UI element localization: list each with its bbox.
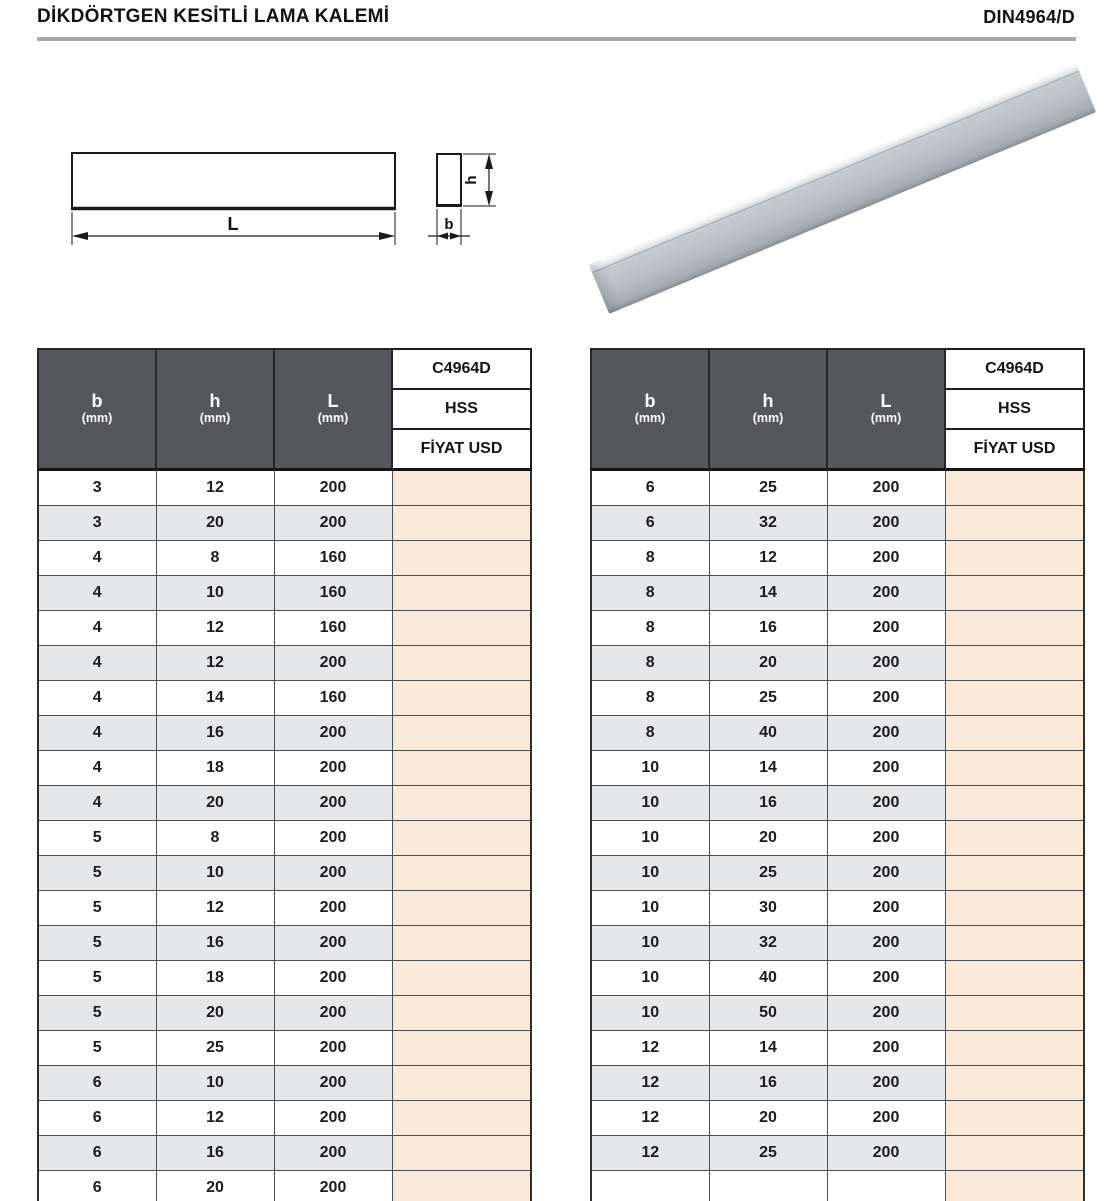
price-cell xyxy=(945,646,1084,681)
b-cell: 5 xyxy=(38,926,156,961)
table-row xyxy=(38,1031,531,1066)
table-row xyxy=(591,961,1084,996)
price-cell xyxy=(392,786,531,821)
price-cell xyxy=(392,541,531,576)
price-cell xyxy=(392,926,531,961)
price-cell xyxy=(392,996,531,1031)
price-cell xyxy=(945,996,1084,1031)
col-header-l-label: L xyxy=(327,390,339,411)
l-cell: 200 xyxy=(827,821,945,856)
h-cell: 14 xyxy=(709,751,827,786)
h-cell: 18 xyxy=(156,961,274,996)
table-row xyxy=(591,506,1084,541)
l-cell: 200 xyxy=(827,681,945,716)
l-cell xyxy=(827,1171,945,1201)
l-cell: 200 xyxy=(827,856,945,891)
price-cell xyxy=(945,751,1084,786)
l-cell: 200 xyxy=(274,821,392,856)
price-cell xyxy=(392,961,531,996)
price-cell xyxy=(945,856,1084,891)
table-row xyxy=(591,541,1084,576)
table-row xyxy=(591,1101,1084,1136)
b-cell: 6 xyxy=(38,1066,156,1101)
col-header-b-unit: (mm) xyxy=(81,411,113,426)
l-cell: 200 xyxy=(827,646,945,681)
table-row xyxy=(591,1066,1084,1101)
table-row xyxy=(38,646,531,681)
l-cell: 200 xyxy=(274,1066,392,1101)
col-header-l-label: L xyxy=(880,390,892,411)
price-cell xyxy=(945,1066,1084,1101)
h-cell: 16 xyxy=(156,716,274,751)
price-cell xyxy=(945,470,1084,506)
h-cell: 12 xyxy=(156,1101,274,1136)
price-cell xyxy=(945,506,1084,541)
l-cell: 200 xyxy=(274,1171,392,1201)
col-header-h xyxy=(156,349,274,470)
page-title: DİKDÖRTGEN KESİTLİ LAMA KALEMİ xyxy=(37,6,390,27)
h-cell: 12 xyxy=(156,470,274,506)
col-header-b xyxy=(591,349,709,470)
b-cell: 4 xyxy=(38,541,156,576)
price-cell xyxy=(392,716,531,751)
price-cell xyxy=(392,1171,531,1201)
b-cell: 8 xyxy=(591,716,709,751)
price-cell xyxy=(945,1136,1084,1171)
h-cell: 40 xyxy=(709,961,827,996)
price-cell xyxy=(945,541,1084,576)
h-cell: 12 xyxy=(156,646,274,681)
col-header-l-unit: (mm) xyxy=(317,411,349,426)
h-cell: 30 xyxy=(709,891,827,926)
l-cell: 200 xyxy=(827,576,945,611)
price-cell xyxy=(945,611,1084,646)
b-cell: 10 xyxy=(591,996,709,1031)
table-row xyxy=(591,681,1084,716)
l-cell: 200 xyxy=(274,646,392,681)
b-cell: 5 xyxy=(38,821,156,856)
l-cell: 160 xyxy=(274,541,392,576)
price-cell xyxy=(392,891,531,926)
h-cell: 10 xyxy=(156,1066,274,1101)
h-cell: 25 xyxy=(709,470,827,506)
h-cell: 20 xyxy=(156,786,274,821)
table-row xyxy=(591,646,1084,681)
col-header-l-unit: (mm) xyxy=(870,411,902,426)
material-cell: HSS xyxy=(945,389,1084,429)
h-cell: 10 xyxy=(156,856,274,891)
l-cell: 200 xyxy=(827,751,945,786)
spec-table-right-wrap xyxy=(590,348,1085,1201)
height-dim-label: h xyxy=(463,175,480,185)
l-cell: 200 xyxy=(827,961,945,996)
l-cell: 200 xyxy=(274,926,392,961)
b-cell xyxy=(591,1171,709,1201)
h-cell: 10 xyxy=(156,576,274,611)
l-cell: 200 xyxy=(827,891,945,926)
l-cell: 200 xyxy=(827,926,945,961)
table-row xyxy=(591,1171,1084,1201)
lathe-tool-bar-image xyxy=(589,63,1096,314)
product-code-cell: C4964D xyxy=(945,349,1084,389)
price-cell xyxy=(392,1101,531,1136)
price-cell xyxy=(392,821,531,856)
h-cell: 14 xyxy=(156,681,274,716)
h-cell: 16 xyxy=(156,926,274,961)
col-header-b-label: b xyxy=(644,390,656,411)
table-row xyxy=(591,856,1084,891)
price-cell xyxy=(945,786,1084,821)
b-cell: 10 xyxy=(591,751,709,786)
price-cell xyxy=(392,470,531,506)
h-cell: 18 xyxy=(156,751,274,786)
price-cell xyxy=(392,506,531,541)
h-cell: 32 xyxy=(709,926,827,961)
table-row xyxy=(591,996,1084,1031)
price-cell xyxy=(945,1101,1084,1136)
col-header-b-label: b xyxy=(91,390,103,411)
l-cell: 160 xyxy=(274,681,392,716)
price-cell xyxy=(945,961,1084,996)
table-row xyxy=(38,716,531,751)
b-cell: 12 xyxy=(591,1031,709,1066)
cross-section-view xyxy=(428,154,496,245)
b-cell: 4 xyxy=(38,681,156,716)
h-cell: 20 xyxy=(709,821,827,856)
table-row xyxy=(38,506,531,541)
side-view xyxy=(71,153,396,245)
b-cell: 6 xyxy=(38,1136,156,1171)
price-cell xyxy=(392,611,531,646)
l-cell: 200 xyxy=(274,961,392,996)
table-row xyxy=(591,470,1084,506)
table-row xyxy=(591,821,1084,856)
l-cell: 160 xyxy=(274,576,392,611)
title-divider xyxy=(37,37,1076,41)
b-cell: 8 xyxy=(591,611,709,646)
b-cell: 10 xyxy=(591,856,709,891)
table-row xyxy=(38,856,531,891)
b-cell: 5 xyxy=(38,1031,156,1066)
table-row xyxy=(38,1171,531,1201)
b-cell: 4 xyxy=(38,716,156,751)
h-cell: 8 xyxy=(156,821,274,856)
col-header-l xyxy=(827,349,945,470)
col-header-h-unit: (mm) xyxy=(199,411,231,426)
price-cell xyxy=(945,1031,1084,1066)
table-row xyxy=(591,891,1084,926)
l-cell: 200 xyxy=(827,1031,945,1066)
price-cell xyxy=(945,576,1084,611)
h-cell: 16 xyxy=(156,1136,274,1171)
standard-code: DIN4964/D xyxy=(983,7,1075,27)
l-cell: 200 xyxy=(274,786,392,821)
price-cell xyxy=(945,681,1084,716)
l-cell: 200 xyxy=(827,716,945,751)
h-cell: 12 xyxy=(709,541,827,576)
h-cell: 25 xyxy=(709,856,827,891)
table-row xyxy=(38,576,531,611)
b-cell: 3 xyxy=(38,470,156,506)
h-cell: 20 xyxy=(156,1171,274,1201)
l-cell: 200 xyxy=(274,891,392,926)
b-cell: 3 xyxy=(38,506,156,541)
table-row xyxy=(591,576,1084,611)
price-cell xyxy=(392,681,531,716)
price-cell xyxy=(945,821,1084,856)
l-cell: 200 xyxy=(274,751,392,786)
b-cell: 6 xyxy=(38,1101,156,1136)
h-cell: 25 xyxy=(156,1031,274,1066)
h-cell: 20 xyxy=(156,996,274,1031)
b-cell: 6 xyxy=(591,506,709,541)
l-cell: 200 xyxy=(827,611,945,646)
h-cell: 25 xyxy=(709,681,827,716)
spec-table-left xyxy=(37,348,532,1201)
h-cell: 20 xyxy=(709,646,827,681)
table-row xyxy=(38,1066,531,1101)
h-cell: 20 xyxy=(709,1101,827,1136)
price-cell xyxy=(392,751,531,786)
table-row xyxy=(38,681,531,716)
h-cell: 16 xyxy=(709,786,827,821)
h-cell: 12 xyxy=(156,891,274,926)
table-row xyxy=(38,821,531,856)
table-row xyxy=(38,541,531,576)
b-cell: 5 xyxy=(38,996,156,1031)
table-row xyxy=(591,786,1084,821)
l-cell: 200 xyxy=(827,1136,945,1171)
l-cell: 200 xyxy=(827,541,945,576)
table-row xyxy=(591,611,1084,646)
col-header-l xyxy=(274,349,392,470)
table-row xyxy=(38,786,531,821)
price-cell xyxy=(392,1031,531,1066)
price-cell xyxy=(392,1066,531,1101)
b-cell: 10 xyxy=(591,891,709,926)
product-code-cell: C4964D xyxy=(392,349,531,389)
table-row xyxy=(38,926,531,961)
l-cell: 200 xyxy=(274,856,392,891)
table-row xyxy=(38,996,531,1031)
l-cell: 200 xyxy=(827,1066,945,1101)
table-row xyxy=(591,926,1084,961)
table-row xyxy=(38,1101,531,1136)
b-cell: 5 xyxy=(38,961,156,996)
b-cell: 4 xyxy=(38,611,156,646)
table-row xyxy=(38,891,531,926)
b-cell: 12 xyxy=(591,1066,709,1101)
price-cell xyxy=(392,576,531,611)
spec-table-left-wrap xyxy=(37,348,532,1201)
width-dim-label: b xyxy=(444,216,454,233)
table-row xyxy=(38,961,531,996)
b-cell: 6 xyxy=(38,1171,156,1201)
b-cell: 5 xyxy=(38,856,156,891)
price-label-cell: FİYAT USD xyxy=(392,429,531,470)
price-cell xyxy=(945,716,1084,751)
b-cell: 4 xyxy=(38,646,156,681)
l-cell: 160 xyxy=(274,611,392,646)
h-cell: 50 xyxy=(709,996,827,1031)
b-cell: 10 xyxy=(591,926,709,961)
price-label-cell: FİYAT USD xyxy=(945,429,1084,470)
b-cell: 6 xyxy=(591,470,709,506)
b-cell: 4 xyxy=(38,576,156,611)
b-cell: 4 xyxy=(38,751,156,786)
l-cell: 200 xyxy=(274,996,392,1031)
b-cell: 10 xyxy=(591,821,709,856)
h-cell: 32 xyxy=(709,506,827,541)
col-header-b-unit: (mm) xyxy=(634,411,666,426)
l-cell: 200 xyxy=(274,1031,392,1066)
l-cell: 200 xyxy=(274,1101,392,1136)
table-row xyxy=(38,751,531,786)
b-cell: 5 xyxy=(38,891,156,926)
price-cell xyxy=(945,926,1084,961)
table-row xyxy=(591,751,1084,786)
material-cell: HSS xyxy=(392,389,531,429)
h-cell: 25 xyxy=(709,1136,827,1171)
l-cell: 200 xyxy=(274,1136,392,1171)
b-cell: 8 xyxy=(591,541,709,576)
col-header-h-label: h xyxy=(762,390,774,411)
l-cell: 200 xyxy=(827,1101,945,1136)
h-cell: 16 xyxy=(709,1066,827,1101)
price-cell xyxy=(392,1136,531,1171)
b-cell: 8 xyxy=(591,646,709,681)
spec-table-right xyxy=(590,348,1085,1201)
col-header-h-label: h xyxy=(209,390,221,411)
price-cell xyxy=(945,891,1084,926)
l-cell: 200 xyxy=(827,506,945,541)
h-cell: 40 xyxy=(709,716,827,751)
h-cell: 14 xyxy=(709,1031,827,1066)
col-header-h xyxy=(709,349,827,470)
b-cell: 4 xyxy=(38,786,156,821)
table-row xyxy=(591,716,1084,751)
h-cell xyxy=(709,1171,827,1201)
table-row xyxy=(38,1136,531,1171)
b-cell: 10 xyxy=(591,961,709,996)
l-cell: 200 xyxy=(827,996,945,1031)
l-cell: 200 xyxy=(274,470,392,506)
product-photo xyxy=(585,63,1100,318)
b-cell: 8 xyxy=(591,681,709,716)
col-header-h-unit: (mm) xyxy=(752,411,784,426)
price-cell xyxy=(945,1171,1084,1201)
price-cell xyxy=(392,856,531,891)
b-cell: 12 xyxy=(591,1136,709,1171)
h-cell: 12 xyxy=(156,611,274,646)
technical-drawing xyxy=(55,138,515,256)
l-cell: 200 xyxy=(827,786,945,821)
table-row xyxy=(591,1136,1084,1171)
price-cell xyxy=(392,646,531,681)
h-cell: 16 xyxy=(709,611,827,646)
table-row xyxy=(38,470,531,506)
length-dim-label: L xyxy=(227,214,239,234)
h-cell: 20 xyxy=(156,506,274,541)
l-cell: 200 xyxy=(827,470,945,506)
b-cell: 8 xyxy=(591,576,709,611)
table-row xyxy=(591,1031,1084,1066)
b-cell: 12 xyxy=(591,1101,709,1136)
col-header-b xyxy=(38,349,156,470)
h-cell: 14 xyxy=(709,576,827,611)
b-cell: 10 xyxy=(591,786,709,821)
l-cell: 200 xyxy=(274,716,392,751)
table-row xyxy=(38,611,531,646)
l-cell: 200 xyxy=(274,506,392,541)
h-cell: 8 xyxy=(156,541,274,576)
